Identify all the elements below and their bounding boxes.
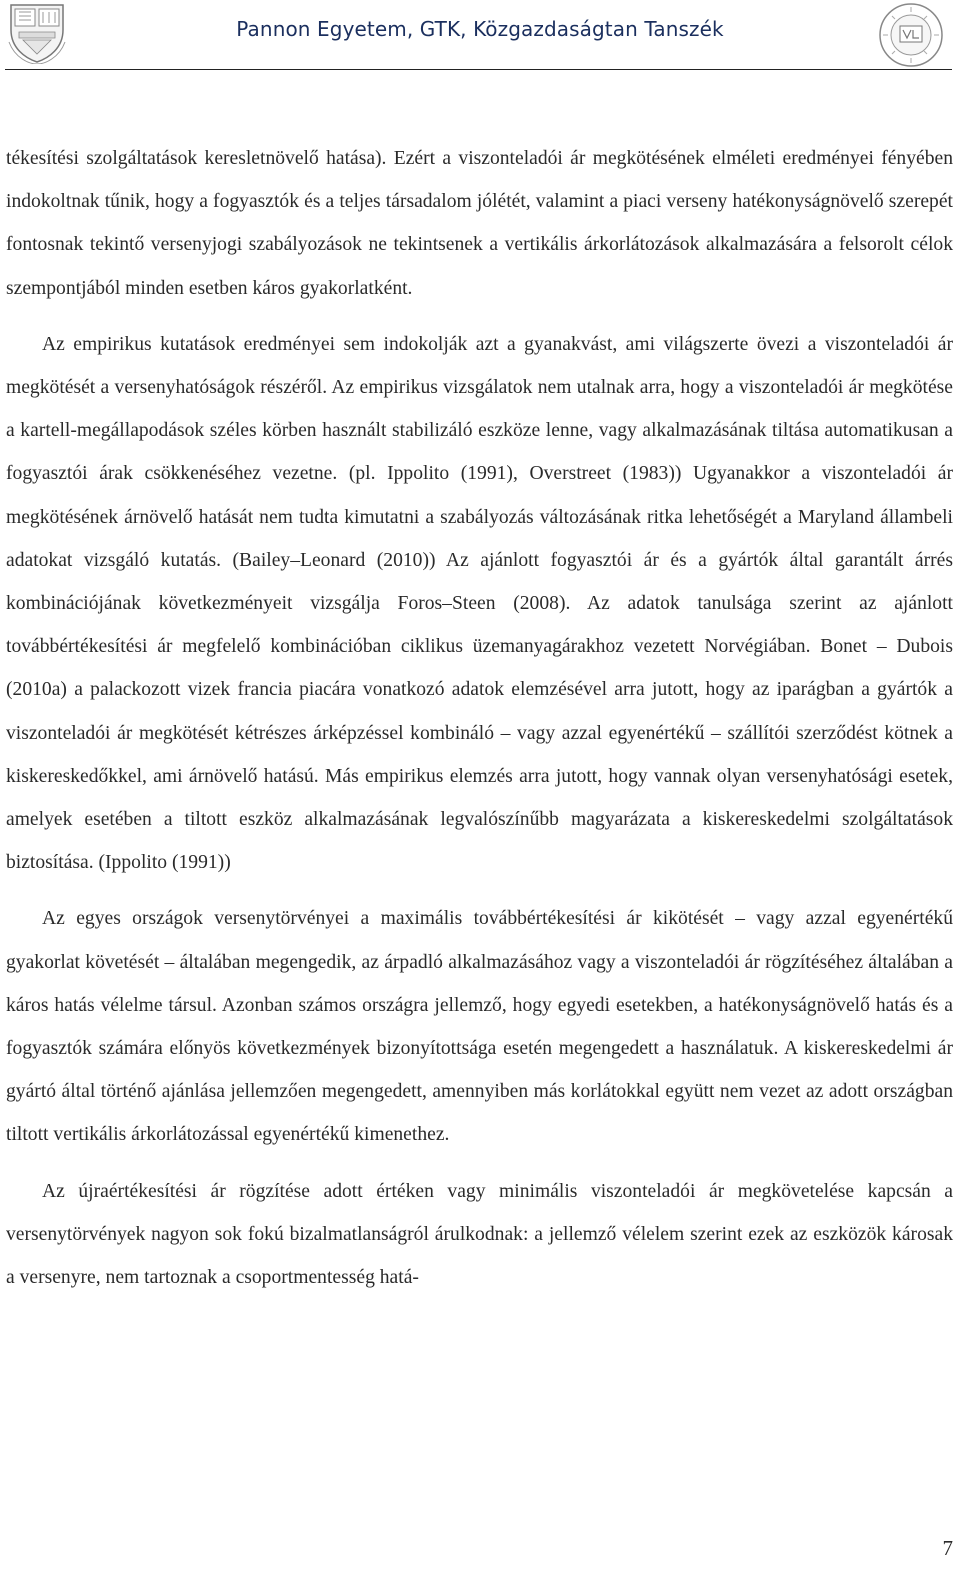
body-text	[6, 137, 953, 1299]
header-divider	[5, 69, 952, 70]
paragraph-4: Az újraértékesítési ár rögzítése adott értéken vagy minimális viszonteladói ár megkövetelése kapcsán a versenytörvények nagyon sok fokú bizalmatlanságról árulkodnak: a jellemző vélelem szerint ezek az eszközök károsak a versenyre, nem tartoznak a csoportmentesség hatá-	[6, 1180, 953, 1289]
page-header	[0, 0, 960, 70]
page-number: 7	[942, 1536, 953, 1560]
paragraph-1: tékesítési szolgáltatások keresletnövelő hatása). Ezért a viszonteladói ár megkötésének elméleti eredményei fényében indokoltnak tűnik, hogy a fogyasztók és a teljes társadalom jólétét, valamint a piaci verseny hatékonyságnövelő szerepét fontosnak tekintő versenyjogi szabályozások ne tekintsenek a vertikális árkorlátozások alkalmazására a felsorolt célok szempontjából minden esetben káros gyakorlatként.	[6, 148, 953, 299]
paragraph-3: Az egyes országok versenytörvényei a maximális továbbértékesítési ár kikötését – vagy azzal egyenértékű gyakorlat követését – általában megengedik, az árpadló alkalmazásához vagy a viszonteladói ár rögzítéséhez általában a káros hatás vélelme társul. Azonban számos országra jellemző, hogy egyedi esetekben, a hatékonyságnövelő hatás és a fogyasztók számára előnyös következmények bizonyítottsága esetén megengedett a használatuk. A kiskereskedelmi ár gyártó által történő ajánlása jellemzően megengedett, amennyiben más korlátokkal együtt nem vezet az adott országban tiltott vertikális árkorlátozással egyenértékű kimenethez.	[6, 908, 953, 1146]
header-title: Pannon Egyetem, GTK, Közgazdaságtan Tanszék	[236, 17, 724, 41]
paragraph-2: Az empirikus kutatások eredményei sem indokolják azt a gyanakvást, ami világszerte övezi a viszonteladói ár megkötését a versenyhatóságok részéről. Az empirikus vizsgálatok nem utalnak arra, hogy a viszonteladói ár megkötése a kartell-megállapodások széles körben használt stabilizáló eszköze lenne, vagy alkalmazásának tiltása automatikusan a fogyasztói árak csökkenéséhez vezetne. (pl. Ippolito (1991), Overstreet (1983)) Ugyanakkor a viszonteladói ár megkötésének árnövelő hatását nem tudta kimutatni a szabályozás változásának ritka lehetőségét a Maryland állambeli adatokat vizsgáló kutatás. (Bailey–Leonard (2010)) Az ajánlott fogyasztói ár és a gyártók által garantált árrés kombinációjának következményeit vizsgálja Foros–Steen (2008). Az adatok tanulsága szerint az ajánlott továbbértékesítési ár megfelelő kombinációban ciklikus üzemanyagárakhoz vezetett Norvégiában. Bonet – Dubois (2010a) a palackozott vizek francia piacára vonatkozó adatok elemzésével arra jutott, hogy az iparágban a gyártók a viszonteladói ár megkötését kétrészes árképzéssel kombináló – vagy azzal egyenértékű – szállítói szerződést kötnek a kiskereskedőkkel, ami árnövelő hatású. Más empirikus elemzés arra jutott, hogy vannak olyan versenyhatósági esetek, amelyek esetében a tiltott eszköz alkalmazásának legvalószínűbb magyarázata a kiskereskedelmi szolgáltatások biztosítása. (Ippolito (1991))	[6, 333, 953, 874]
